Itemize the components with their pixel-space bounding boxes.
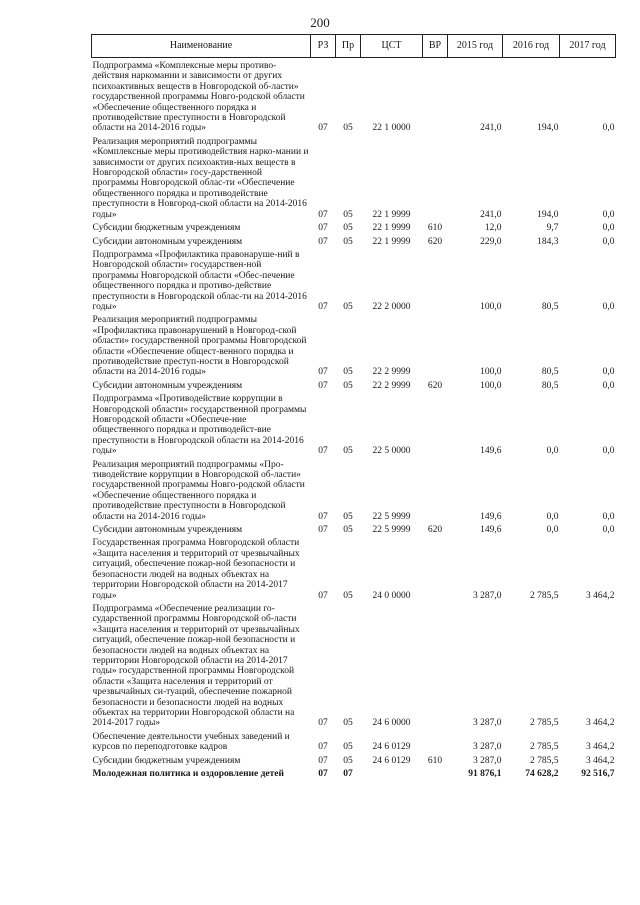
cell-2016: 0,0: [546, 446, 559, 457]
cell-name: Реализация мероприятий подпрограммы «Профилактика правонарушений в Новгород-ской области» государственной программы Новгородской области «Обеспечение общест-венного порядка и противодействие преступ-ности в Новгородской области на 2014-2016 годы»: [92, 315, 307, 378]
cell-cst: 22 1 0000: [372, 123, 411, 134]
cell-rz: 07: [318, 209, 328, 220]
cell-vr: 620: [427, 525, 443, 536]
cell-2015: 149,6: [480, 511, 502, 522]
cell-cst: 22 1 9999: [372, 223, 411, 234]
cell-name: Подпрограмма «Противодействие коррупции в Новгородской области» государственной программы Новгородской области «Обеспече-ние общественного порядка и противодейст-вие преступности в Новгородской области на 2014-2016 годы»: [92, 394, 307, 457]
cell-rz: 07: [318, 223, 328, 234]
cell-2016: 194,0: [537, 209, 559, 220]
cell-rz: 07: [318, 380, 328, 391]
table-row: [92, 391, 616, 456]
cell-pr: 05: [343, 525, 353, 536]
cell-pr: 05: [343, 123, 353, 134]
cell-2017: 3 464,2: [586, 718, 615, 729]
cell-pr: 07: [343, 769, 353, 779]
table-row: [92, 134, 616, 220]
cell-cst: 22 1 9999: [372, 209, 411, 220]
cell-pr: 05: [343, 718, 353, 729]
cell-rz: 07: [318, 446, 328, 457]
cell-vr: 620: [427, 380, 443, 391]
cell-name: Субсидии автономным учреждениям: [92, 525, 243, 536]
cell-pr: 05: [343, 209, 353, 220]
table-row: [92, 535, 616, 600]
cell-cst: 22 2 0000: [372, 301, 411, 312]
cell-vr: 620: [427, 236, 443, 247]
table-row: [92, 247, 616, 312]
cell-2017: 0,0: [602, 209, 615, 220]
cell-rz: 07: [318, 769, 328, 779]
cell-2015: 149,6: [480, 446, 502, 457]
cell-2015: 3 287,0: [473, 755, 502, 766]
cell-2016: 2 785,5: [530, 718, 559, 729]
cell-2016: 2 785,5: [530, 755, 559, 766]
cell-rz: 07: [318, 590, 328, 601]
table-row: [92, 729, 616, 753]
cell-2016: 0,0: [546, 511, 559, 522]
cell-2015: 3 287,0: [473, 742, 502, 753]
cell-2015: 100,0: [480, 380, 502, 391]
cell-cst: 22 5 9999: [372, 525, 411, 536]
cell-2016: 74 628,2: [525, 769, 559, 779]
cell-2017: 0,0: [602, 511, 615, 522]
cell-cst: 22 1 9999: [372, 236, 411, 247]
cell-2017: 92 516,7: [581, 769, 615, 779]
cell-name: Обеспечение деятельности учебных заведений и курсов по переподготовке кадров: [92, 731, 290, 753]
table-row: [92, 522, 616, 535]
cell-2017: 0,0: [602, 446, 615, 457]
cell-pr: 05: [343, 511, 353, 522]
cell-2017: 0,0: [602, 525, 615, 536]
table-row: [92, 312, 616, 377]
cell-cst: 24 6 0129: [372, 755, 411, 766]
cell-name: Подпрограмма «Профилактика правонаруше-ний в Новгородской области» государствен-ной программы Новгородской области «Обес-печение общественного порядка и противо-действие преступности в Новгородской облас-ти на 2014-2016 годы»: [92, 249, 307, 312]
cell-2016: 80,5: [541, 380, 559, 391]
cell-rz: 07: [318, 367, 328, 378]
cell-2016: 2 785,5: [530, 590, 559, 601]
cell-2017: 0,0: [602, 123, 615, 134]
cell-vr: [423, 766, 448, 779]
cell-2015: 100,0: [480, 301, 502, 312]
cell-2015: 149,6: [480, 525, 502, 536]
cell-2015: 229,0: [480, 236, 502, 247]
header-pr: Пр: [336, 35, 361, 58]
cell-pr: 05: [343, 742, 353, 753]
cell-pr: 05: [343, 380, 353, 391]
cell-name: Реализация мероприятий подпрограммы «Комплексные меры противодействия нарко-мании и зависимости от других психоактив-ных веществ в Новгородской области» госу-дарственной программы Новгородской облас-ти «Обеспечение общественного порядка и противодействие преступности в Новгород-ской области на 2014-2016 годы»: [92, 136, 309, 220]
header-2015: 2015 год: [448, 35, 503, 58]
cell-vr: [423, 247, 448, 312]
page-number: 200: [310, 15, 330, 30]
header-cst: ЦСТ: [361, 35, 423, 58]
cell-name: Государственная программа Новгородской области «Защита населения и территорий от чрезвычайных ситуаций, обеспечение пожар-ной безопасности и безопасности людей на водных объектах на территории Новгородской области на 2014-2017 годы»: [92, 538, 300, 601]
cell-cst: 22 2 9999: [372, 367, 411, 378]
cell-2016: 2 785,5: [530, 742, 559, 753]
cell-2015: 91 876,1: [468, 769, 502, 779]
header-rz: РЗ: [311, 35, 336, 58]
table-row: [92, 234, 616, 247]
table-body: [92, 58, 616, 780]
cell-pr: 05: [343, 590, 353, 601]
cell-rz: 07: [318, 718, 328, 729]
cell-pr: 05: [343, 446, 353, 457]
header-2017: 2017 год: [560, 35, 616, 58]
cell-2016: 0,0: [546, 525, 559, 536]
table-row: [92, 220, 616, 233]
cell-cst: 24 6 0129: [372, 742, 411, 753]
cell-name: Субсидии бюджетным учреждениям: [92, 223, 241, 234]
cell-cst: 22 5 9999: [372, 511, 411, 522]
cell-cst: [361, 766, 423, 779]
cell-name: Субсидии бюджетным учреждениям: [92, 755, 241, 766]
cell-2017: 0,0: [602, 367, 615, 378]
header-name: Наименование: [92, 35, 311, 58]
cell-rz: 07: [318, 301, 328, 312]
header-vr: ВР: [423, 35, 448, 58]
cell-vr: 610: [427, 223, 443, 234]
table-row: [92, 378, 616, 391]
cell-rz: 07: [318, 236, 328, 247]
cell-pr: 05: [343, 367, 353, 378]
cell-pr: 05: [343, 236, 353, 247]
table-row: [92, 457, 616, 522]
cell-2017: 3 464,2: [586, 755, 615, 766]
cell-cst: 22 5 0000: [372, 446, 411, 457]
cell-name: Субсидии автономным учреждениям: [92, 380, 243, 391]
cell-rz: 07: [318, 123, 328, 134]
cell-cst: 24 6 0000: [372, 718, 411, 729]
budget-table: [91, 34, 616, 779]
cell-rz: 07: [318, 755, 328, 766]
table-header-row: [92, 35, 616, 58]
cell-2017: 3 464,2: [586, 742, 615, 753]
cell-vr: [423, 134, 448, 220]
cell-vr: [423, 535, 448, 600]
cell-2017: 3 464,2: [586, 590, 615, 601]
cell-name: Молодежная политика и оздоровление детей: [92, 769, 284, 779]
cell-cst: 24 0 0000: [372, 590, 411, 601]
cell-2015: 241,0: [480, 123, 502, 134]
cell-2017: 0,0: [602, 301, 615, 312]
cell-vr: 610: [427, 755, 443, 766]
cell-2016: 9,7: [546, 223, 559, 234]
cell-2017: 0,0: [602, 380, 615, 391]
cell-rz: 07: [318, 525, 328, 536]
cell-name: Подпрограмма «Комплексные меры противо-действия наркомании и зависимости от других психоактивных веществ в Новгородской об-ласти» государственной программы Новго-родской области «Обеспечение общественного порядка и противодействие преступности в Новгородской области на 2014-2016 годы»: [92, 61, 305, 134]
header-2016: 2016 год: [503, 35, 560, 58]
cell-vr: [423, 601, 448, 729]
cell-2015: 100,0: [480, 367, 502, 378]
cell-vr: [423, 729, 448, 753]
cell-vr: [423, 312, 448, 377]
cell-name: Субсидии автономным учреждениям: [92, 236, 243, 247]
cell-2015: 3 287,0: [473, 718, 502, 729]
cell-rz: 07: [318, 511, 328, 522]
cell-cst: 22 2 9999: [372, 380, 411, 391]
cell-2017: 0,0: [602, 223, 615, 234]
cell-rz: 07: [318, 742, 328, 753]
table-row: [92, 753, 616, 766]
cell-2016: 184,3: [537, 236, 559, 247]
cell-pr: 05: [343, 223, 353, 234]
cell-2015: 241,0: [480, 209, 502, 220]
cell-vr: [423, 58, 448, 134]
cell-name: Подпрограмма «Обеспечение реализации го-сударственной программы Новгородской об-ласти «Защита населения и территорий от чрезвычайных ситуаций, обеспечение пожар-ной безопасности и безопасности людей на водных объектах на территории Новгородской области на 2014-2017 годы» государственной программы Новгородской области «Защита населения и территорий от чрезвычайных си-туаций, обеспечение пожарной безопасности и безопасности людей на водных объектах на территории Новгородской области на 2014-2017 годы»: [92, 603, 300, 729]
cell-2015: 3 287,0: [473, 590, 502, 601]
cell-pr: 05: [343, 301, 353, 312]
cell-2016: 80,5: [541, 301, 559, 312]
cell-name: Реализация мероприятий подпрограммы «Про-тиводействие коррупции в Новгородской об-ласти» государственной программы Новго-родской области «Обеспечение общественного порядка и противодействие преступности в Новгородской области на 2014-2016 годы»: [92, 459, 305, 522]
table-row: [92, 58, 616, 134]
cell-pr: 05: [343, 755, 353, 766]
cell-2016: 80,5: [541, 367, 559, 378]
cell-vr: [423, 391, 448, 456]
table-row: [92, 601, 616, 729]
cell-2016: 194,0: [537, 123, 559, 134]
table-row: [92, 766, 616, 779]
cell-2017: 0,0: [602, 236, 615, 247]
cell-2015: 12,0: [484, 223, 502, 234]
cell-vr: [423, 457, 448, 522]
